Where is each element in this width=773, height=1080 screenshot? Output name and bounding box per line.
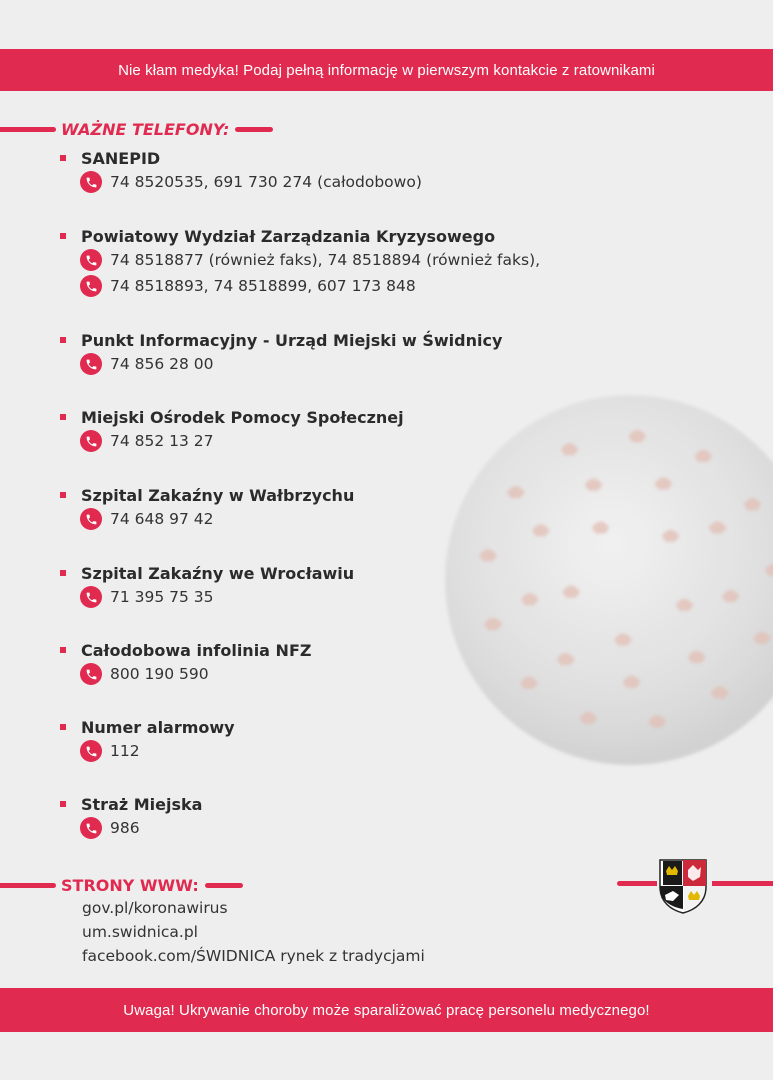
phone-entry (60, 716, 235, 764)
bullet-icon (60, 724, 66, 730)
phone-entry (60, 225, 540, 299)
website-link[interactable]: facebook.com/ŚWIDNICA rynek z tradycjami (82, 947, 425, 965)
phone-number-text: 74 648 97 42 (110, 510, 214, 528)
phone-number-text: 112 (110, 742, 140, 760)
phone-icon (80, 508, 102, 530)
entry-name (60, 329, 502, 351)
emblem-line-left (617, 881, 657, 886)
entry-name-text: Powiatowy Wydział Zarządzania Kryzysowego (81, 226, 496, 246)
header-line-right (205, 883, 243, 888)
entry-name-text: SANEPID (81, 148, 161, 168)
entry-name-text: Straż Miejska (81, 794, 203, 814)
bottom-banner (0, 988, 773, 1032)
entry-name (60, 716, 235, 738)
phone-number[interactable] (80, 247, 540, 273)
entry-name-text: Numer alarmowy (81, 717, 235, 737)
phone-icon (80, 663, 102, 685)
header-line-left (0, 883, 56, 888)
phone-icon (80, 586, 102, 608)
bullet-icon (60, 337, 66, 343)
phone-icon (80, 817, 102, 839)
entry-name (60, 562, 354, 584)
entry-name-text: Całodobowa infolinia NFZ (81, 640, 312, 660)
phone-entry (60, 484, 354, 532)
entry-name (60, 406, 404, 428)
bullet-icon (60, 801, 66, 807)
phone-entry (60, 406, 404, 454)
entry-name-text: Szpital Zakaźny we Wrocławiu (81, 563, 355, 583)
header-line-left (0, 127, 56, 132)
phone-number-text: 71 395 75 35 (110, 588, 214, 606)
phone-icon (80, 275, 102, 297)
emblem-line-right (712, 881, 773, 886)
website-list (82, 896, 425, 968)
entry-name-text: Miejski Ośrodek Pomocy Społecznej (81, 407, 404, 427)
phone-number[interactable] (80, 506, 354, 532)
bullet-icon (60, 492, 66, 498)
phone-number-text: 74 852 13 27 (110, 432, 214, 450)
important-phones-title: WAŻNE TELEFONY: (61, 120, 230, 139)
coronavirus-illustration (415, 345, 773, 815)
website-link[interactable]: um.swidnica.pl (82, 923, 198, 941)
phone-icon (80, 740, 102, 762)
websites-title: STRONY WWW: (61, 876, 199, 895)
phone-entry (60, 562, 354, 610)
phone-number-text: 986 (110, 819, 140, 837)
website-link[interactable]: gov.pl/koronawirus (82, 899, 228, 917)
phone-icon (80, 171, 102, 193)
phone-number-text: 74 856 28 00 (110, 355, 214, 373)
phone-number[interactable] (80, 351, 502, 377)
phone-number[interactable] (80, 273, 540, 299)
entry-name (60, 639, 311, 661)
phone-number-text: 74 8518877 (również faks), 74 8518894 (również faks), (110, 251, 541, 269)
phone-number[interactable] (80, 169, 422, 195)
phone-number-text: 74 8520535, 691 730 274 (całodobowo) (110, 173, 422, 191)
entry-name (60, 147, 422, 169)
entry-name (60, 225, 540, 247)
phone-icon (80, 430, 102, 452)
bullet-icon (60, 570, 66, 576)
phone-entry (60, 639, 311, 687)
phone-entry (60, 147, 422, 195)
bullet-icon (60, 155, 66, 161)
phone-number[interactable] (80, 738, 235, 764)
phone-entry (60, 793, 202, 841)
bullet-icon (60, 233, 66, 239)
phone-number[interactable] (80, 815, 202, 841)
entry-name-text: Szpital Zakaźny w Wałbrzychu (81, 485, 355, 505)
websites-header (0, 876, 243, 895)
entry-name (60, 793, 202, 815)
phone-number[interactable] (80, 428, 404, 454)
phone-icon (80, 353, 102, 375)
header-line-right (235, 127, 273, 132)
important-phones-header (0, 120, 273, 139)
bullet-icon (60, 647, 66, 653)
bottom-banner-text: Uwaga! Ukrywanie choroby może sparaliżować pracę personelu medycznego! (123, 1001, 650, 1019)
top-banner (0, 49, 773, 91)
phone-entry (60, 329, 502, 377)
top-banner-text: Nie kłam medyka! Podaj pełną informację w pierwszym kontakcie z ratownikami (118, 61, 655, 79)
entry-name-text: Punkt Informacyjny - Urząd Miejski w Świdnicy (81, 330, 503, 350)
phone-number-text: 74 8518893, 74 8518899, 607 173 848 (110, 277, 416, 295)
phone-number-text: 800 190 590 (110, 665, 209, 683)
coat-of-arms-icon (657, 857, 709, 915)
entry-name (60, 484, 354, 506)
phone-icon (80, 249, 102, 271)
bullet-icon (60, 414, 66, 420)
phone-number[interactable] (80, 661, 311, 687)
phone-number[interactable] (80, 584, 354, 610)
